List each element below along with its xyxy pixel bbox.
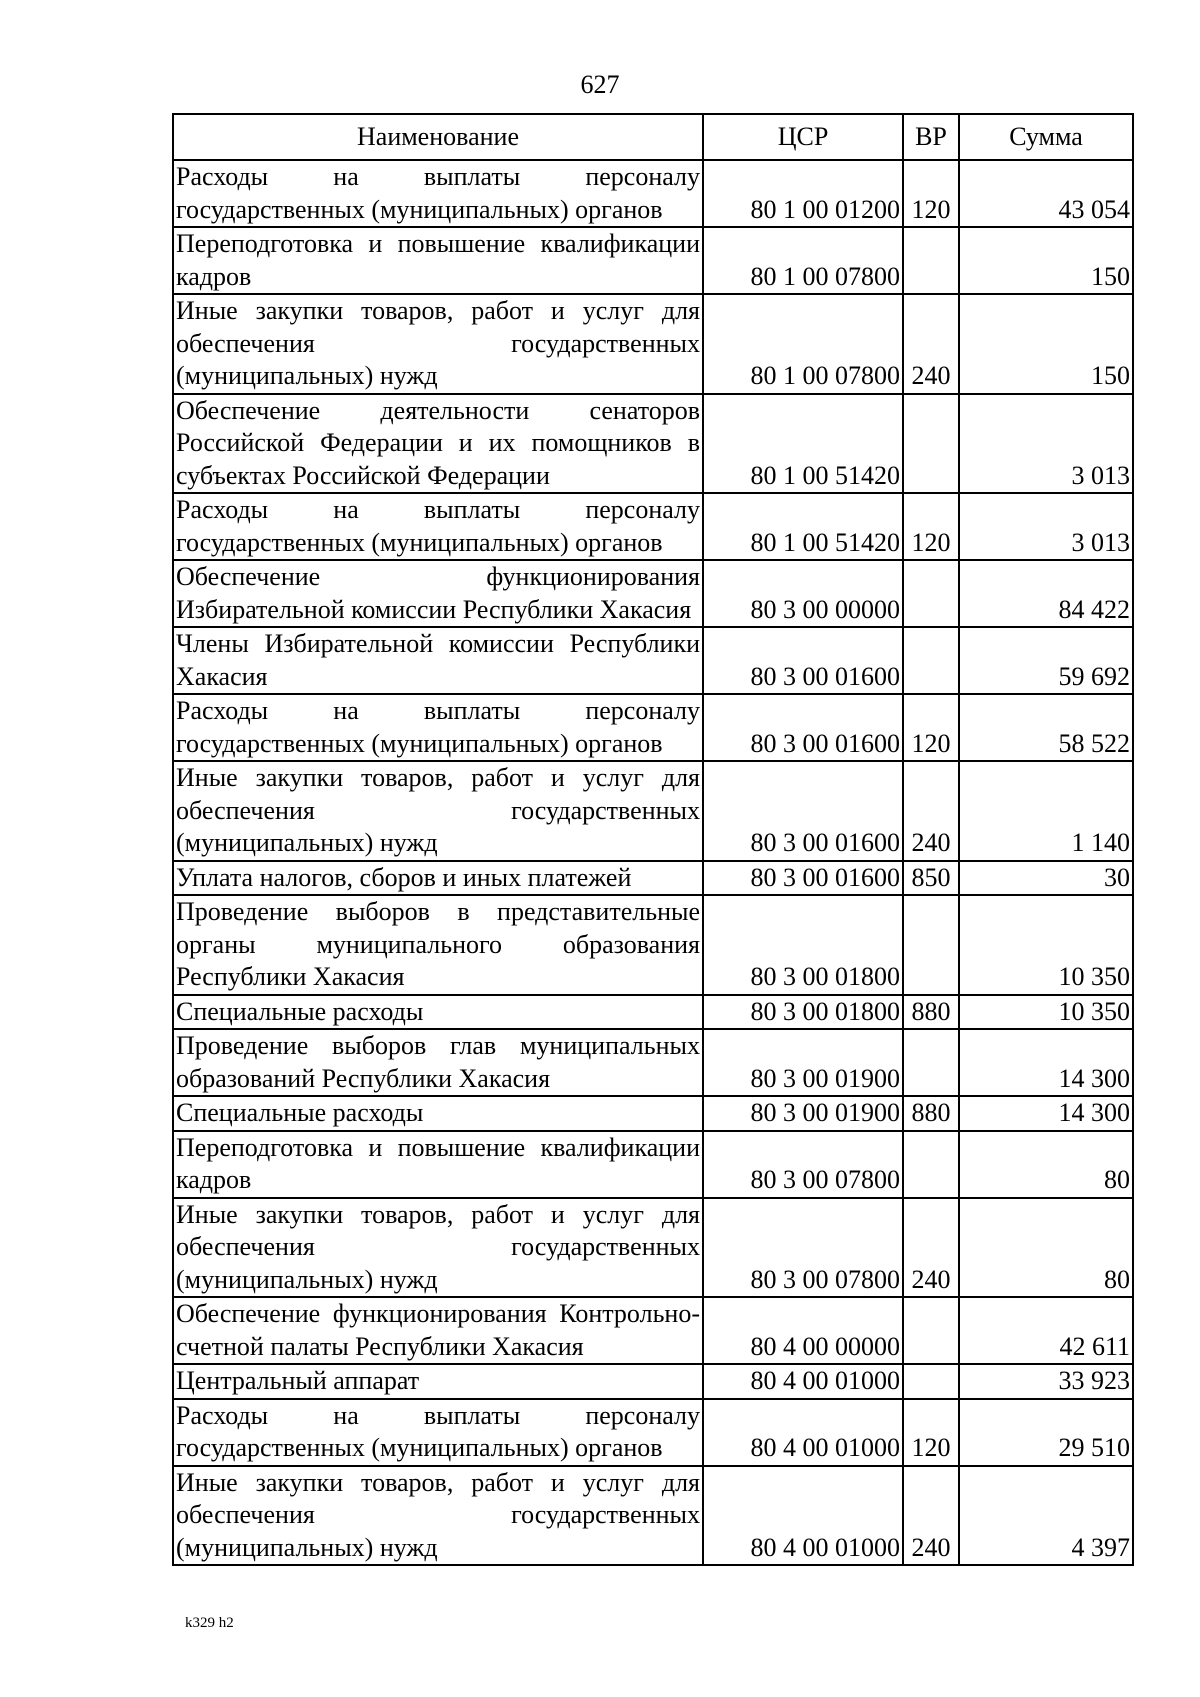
cell-vr: 880 <box>903 995 959 1030</box>
cell-csr: 80 3 00 01800 <box>703 895 903 995</box>
cell-csr: 80 3 00 07800 <box>703 1198 903 1298</box>
cell-csr: 80 3 00 00000 <box>703 560 903 627</box>
cell-vr <box>903 895 959 995</box>
cell-name: Проведение выборов глав муниципальных образований Республики Хакасия <box>173 1029 703 1096</box>
cell-vr: 120 <box>903 694 959 761</box>
cell-vr <box>903 1364 959 1399</box>
cell-name: Расходы на выплаты персоналу государственных (муниципальных) органов <box>173 493 703 560</box>
cell-name: Переподготовка и повышение квалификации кадров <box>173 1131 703 1198</box>
footer-code: k329 h2 <box>185 1615 234 1631</box>
cell-vr <box>903 560 959 627</box>
cell-name: Центральный аппарат <box>173 1364 703 1399</box>
table-row <box>173 1131 1133 1198</box>
cell-vr: 240 <box>903 1198 959 1298</box>
cell-name: Члены Избирательной комиссии Республики Хакасия <box>173 627 703 694</box>
cell-name: Расходы на выплаты персоналу государственных (муниципальных) органов <box>173 160 703 227</box>
cell-sum: 10 350 <box>959 895 1133 995</box>
cell-sum: 58 522 <box>959 694 1133 761</box>
table-row <box>173 1198 1133 1298</box>
table-row <box>173 1466 1133 1566</box>
table-row <box>173 1399 1133 1466</box>
table-row <box>173 1364 1133 1399</box>
cell-sum: 33 923 <box>959 1364 1133 1399</box>
cell-sum: 150 <box>959 227 1133 294</box>
cell-sum: 84 422 <box>959 560 1133 627</box>
cell-name: Расходы на выплаты персоналу государственных (муниципальных) органов <box>173 694 703 761</box>
cell-sum: 29 510 <box>959 1399 1133 1466</box>
cell-name: Обеспечение деятельности сенаторов Российской Федерации и их помощников в субъектах Российской Федерации <box>173 394 703 494</box>
cell-vr <box>903 627 959 694</box>
table-row <box>173 1029 1133 1096</box>
table-row <box>173 1297 1133 1364</box>
table-row <box>173 493 1133 560</box>
cell-sum: 30 <box>959 861 1133 896</box>
cell-csr: 80 4 00 01000 <box>703 1364 903 1399</box>
cell-csr: 80 3 00 01800 <box>703 995 903 1030</box>
cell-csr: 80 3 00 01900 <box>703 1096 903 1131</box>
cell-csr: 80 4 00 00000 <box>703 1297 903 1364</box>
cell-name: Специальные расходы <box>173 1096 703 1131</box>
cell-name: Иные закупки товаров, работ и услуг для обеспечения государственных (муниципальных) нужд <box>173 294 703 394</box>
table-row <box>173 861 1133 896</box>
cell-csr: 80 3 00 01600 <box>703 761 903 861</box>
page-number: 627 <box>580 70 620 99</box>
cell-vr: 880 <box>903 1096 959 1131</box>
table-row <box>173 995 1133 1030</box>
cell-csr: 80 1 00 07800 <box>703 227 903 294</box>
cell-sum: 4 397 <box>959 1466 1133 1566</box>
cell-vr: 120 <box>903 493 959 560</box>
header-csr: ЦСР <box>703 114 903 160</box>
table-row <box>173 294 1133 394</box>
cell-sum: 1 140 <box>959 761 1133 861</box>
table-row <box>173 160 1133 227</box>
cell-name: Иные закупки товаров, работ и услуг для обеспечения государственных (муниципальных) нужд <box>173 1198 703 1298</box>
header-name: Наименование <box>173 114 703 160</box>
header-vr: ВР <box>903 114 959 160</box>
cell-csr: 80 1 00 01200 <box>703 160 903 227</box>
cell-sum: 150 <box>959 294 1133 394</box>
cell-csr: 80 1 00 51420 <box>703 493 903 560</box>
cell-sum: 43 054 <box>959 160 1133 227</box>
cell-vr <box>903 1131 959 1198</box>
header-sum: Сумма <box>959 114 1133 160</box>
cell-sum: 14 300 <box>959 1029 1133 1096</box>
cell-csr: 80 3 00 01900 <box>703 1029 903 1096</box>
cell-csr: 80 3 00 01600 <box>703 627 903 694</box>
budget-table <box>172 113 1134 1566</box>
table-row <box>173 1096 1133 1131</box>
cell-csr: 80 1 00 51420 <box>703 394 903 494</box>
cell-csr: 80 1 00 07800 <box>703 294 903 394</box>
table-row <box>173 694 1133 761</box>
cell-name: Обеспечение функционирования Контрольно-счетной палаты Республики Хакасия <box>173 1297 703 1364</box>
table-row <box>173 627 1133 694</box>
cell-csr: 80 4 00 01000 <box>703 1466 903 1566</box>
table-body <box>173 160 1133 1565</box>
cell-sum: 10 350 <box>959 995 1133 1030</box>
table-header-row <box>173 114 1133 160</box>
cell-csr: 80 3 00 01600 <box>703 694 903 761</box>
cell-name: Переподготовка и повышение квалификации кадров <box>173 227 703 294</box>
table-row <box>173 761 1133 861</box>
cell-sum: 3 013 <box>959 493 1133 560</box>
cell-csr: 80 3 00 01600 <box>703 861 903 896</box>
cell-vr <box>903 1297 959 1364</box>
cell-vr <box>903 227 959 294</box>
cell-csr: 80 4 00 01000 <box>703 1399 903 1466</box>
cell-name: Иные закупки товаров, работ и услуг для обеспечения государственных (муниципальных) нужд <box>173 761 703 861</box>
cell-vr: 850 <box>903 861 959 896</box>
cell-name: Уплата налогов, сборов и иных платежей <box>173 861 703 896</box>
table-row <box>173 227 1133 294</box>
cell-name: Специальные расходы <box>173 995 703 1030</box>
cell-vr: 240 <box>903 761 959 861</box>
cell-name: Проведение выборов в представительные органы муниципального образования Республики Хакасия <box>173 895 703 995</box>
cell-vr: 120 <box>903 1399 959 1466</box>
cell-sum: 80 <box>959 1198 1133 1298</box>
cell-vr: 240 <box>903 1466 959 1566</box>
cell-vr: 120 <box>903 160 959 227</box>
table-row <box>173 895 1133 995</box>
cell-vr <box>903 394 959 494</box>
table-row <box>173 560 1133 627</box>
cell-name: Иные закупки товаров, работ и услуг для обеспечения государственных (муниципальных) нужд <box>173 1466 703 1566</box>
cell-vr: 240 <box>903 294 959 394</box>
cell-sum: 3 013 <box>959 394 1133 494</box>
table-row <box>173 394 1133 494</box>
cell-sum: 42 611 <box>959 1297 1133 1364</box>
cell-vr <box>903 1029 959 1096</box>
cell-name: Обеспечение функционирования Избирательной комиссии Республики Хакасия <box>173 560 703 627</box>
cell-sum: 14 300 <box>959 1096 1133 1131</box>
cell-sum: 59 692 <box>959 627 1133 694</box>
cell-name: Расходы на выплаты персоналу государственных (муниципальных) органов <box>173 1399 703 1466</box>
cell-csr: 80 3 00 07800 <box>703 1131 903 1198</box>
cell-sum: 80 <box>959 1131 1133 1198</box>
